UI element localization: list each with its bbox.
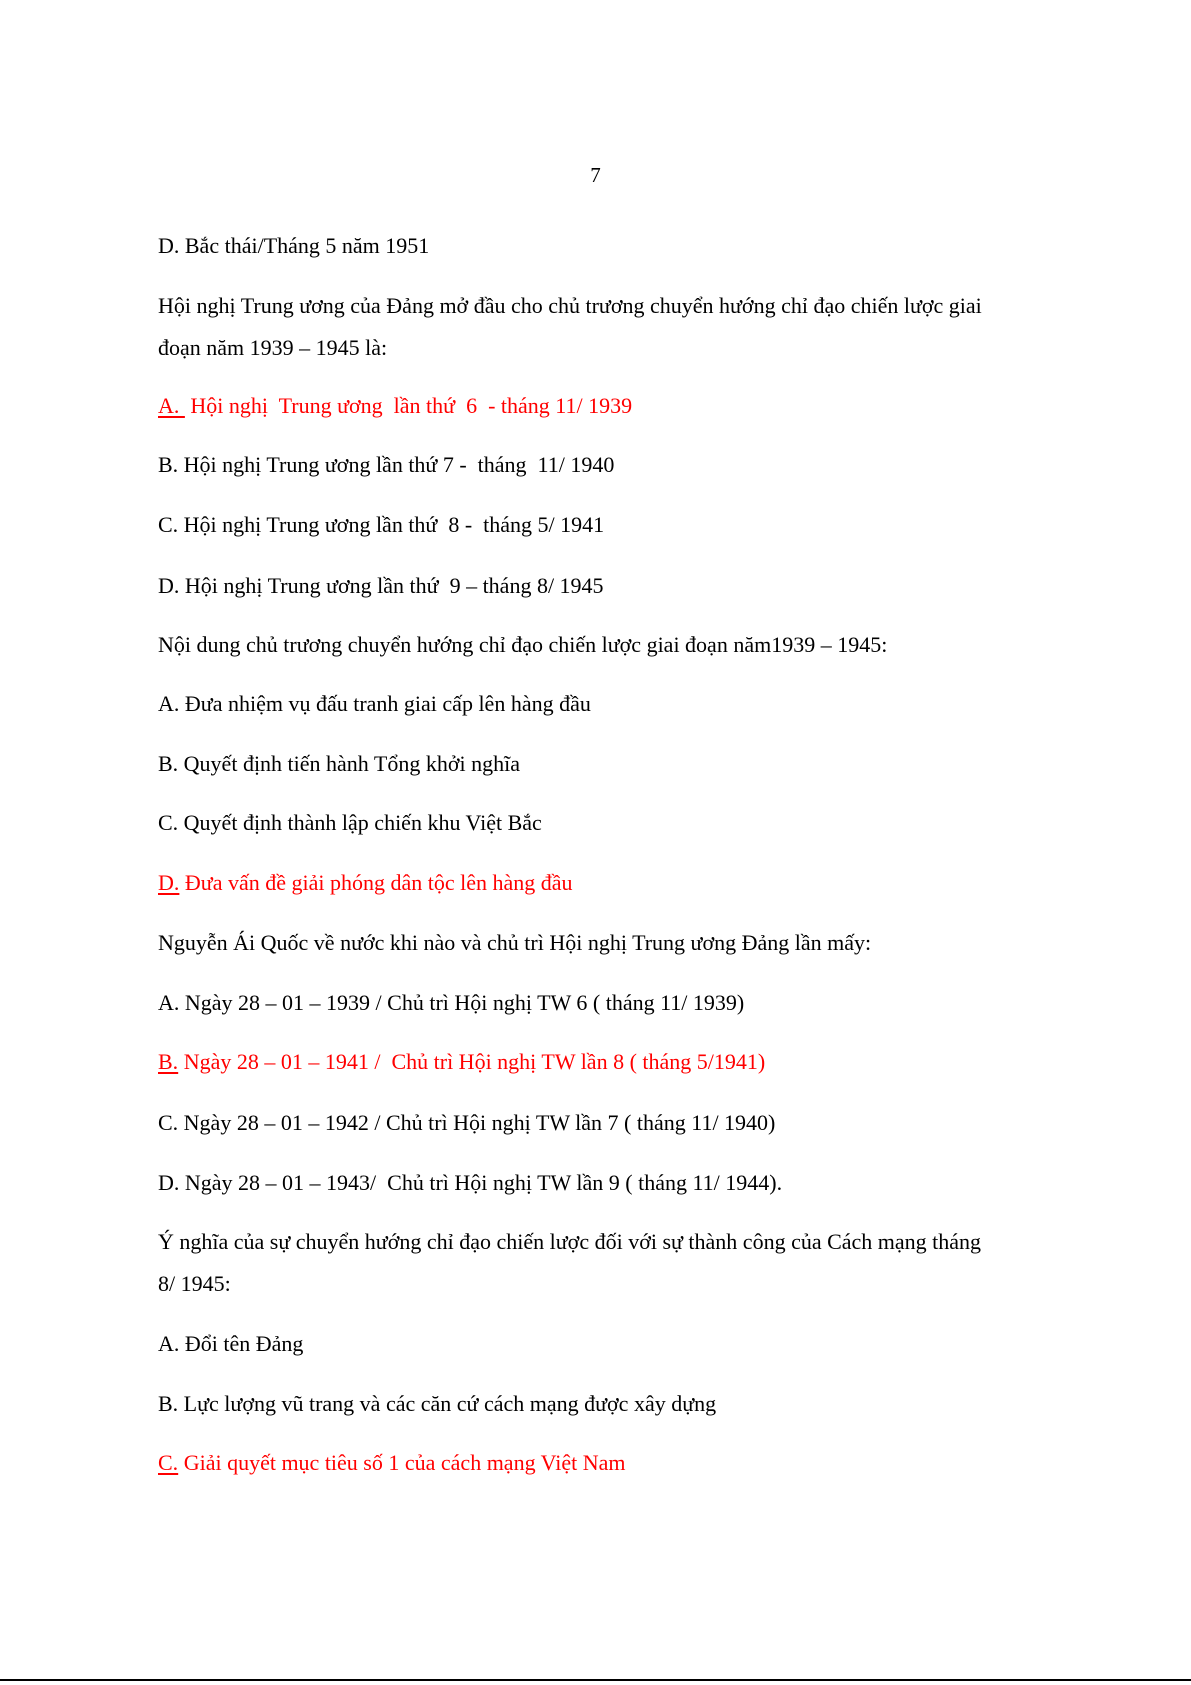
question-4-option-c-answer: C. Giải quyết mục tiêu số 1 của cách mạng Việt Nam: [158, 1450, 626, 1475]
question-4-line-2: 8/ 1945:: [158, 1271, 231, 1296]
question-3: Nguyễn Ái Quốc về nước khi nào và chủ trì Hội nghị Trung ương Đảng lần mấy:: [158, 930, 872, 955]
question-2-option-d-answer: D. Đưa vấn đề giải phóng dân tộc lên hàng đầu: [158, 870, 573, 895]
option-d-prev: D. Bắc thái/Tháng 5 năm 1951: [158, 233, 430, 258]
answer-marker: B.: [158, 1049, 179, 1074]
question-3-option-d: D. Ngày 28 – 01 – 1943/ Chủ trì Hội nghị TW lần 9 ( tháng 11/ 1944).: [158, 1170, 783, 1195]
page-number: 7: [590, 163, 601, 187]
question-4-option-b: B. Lực lượng vũ trang và các căn cứ cách mạng được xây dựng: [158, 1391, 717, 1416]
question-2-option-a: A. Đưa nhiệm vụ đấu tranh giai cấp lên hàng đầu: [158, 691, 591, 716]
question-1-line-1: Hội nghị Trung ương của Đảng mở đầu cho chủ trương chuyển hướng chỉ đạo chiến lược giai: [158, 293, 982, 318]
question-2-option-c: C. Quyết định thành lập chiến khu Việt Bắc: [158, 810, 542, 835]
question-3-option-b-answer: B. Ngày 28 – 01 – 1941 / Chủ trì Hội nghị TW lần 8 ( tháng 5/1941): [158, 1049, 766, 1074]
question-4-line-1: Ý nghĩa của sự chuyển hướng chỉ đạo chiến lược đối với sự thành công của Cách mạng tháng: [158, 1229, 982, 1254]
question-1-option-a-answer: A. Hội nghị Trung ương lần thứ 6 - tháng 11/ 1939: [158, 393, 633, 418]
question-3-option-c: C. Ngày 28 – 01 – 1942 / Chủ trì Hội nghị TW lần 7 ( tháng 11/ 1940): [158, 1110, 776, 1135]
question-4-option-a: A. Đổi tên Đảng: [158, 1331, 304, 1356]
answer-marker: D.: [158, 870, 180, 895]
question-1-option-b: B. Hội nghị Trung ương lần thứ 7 - tháng 11/ 1940: [158, 452, 615, 477]
answer-marker: C.: [158, 1450, 179, 1475]
answer-marker: A.: [158, 393, 185, 418]
question-2: Nội dung chủ trương chuyển hướng chỉ đạo chiến lược giai đoạn năm1939 – 1945:: [158, 632, 888, 657]
question-1-line-2: đoạn năm 1939 – 1945 là:: [158, 335, 388, 360]
question-1-option-d: D. Hội nghị Trung ương lần thứ 9 – tháng 8/ 1945: [158, 573, 604, 598]
question-3-option-a: A. Ngày 28 – 01 – 1939 / Chủ trì Hội nghị TW 6 ( tháng 11/ 1939): [158, 990, 745, 1015]
bottom-border: [0, 1679, 1191, 1681]
question-2-option-b: B. Quyết định tiến hành Tổng khởi nghĩa: [158, 751, 520, 776]
question-1-option-c: C. Hội nghị Trung ương lần thứ 8 - tháng 5/ 1941: [158, 512, 605, 537]
